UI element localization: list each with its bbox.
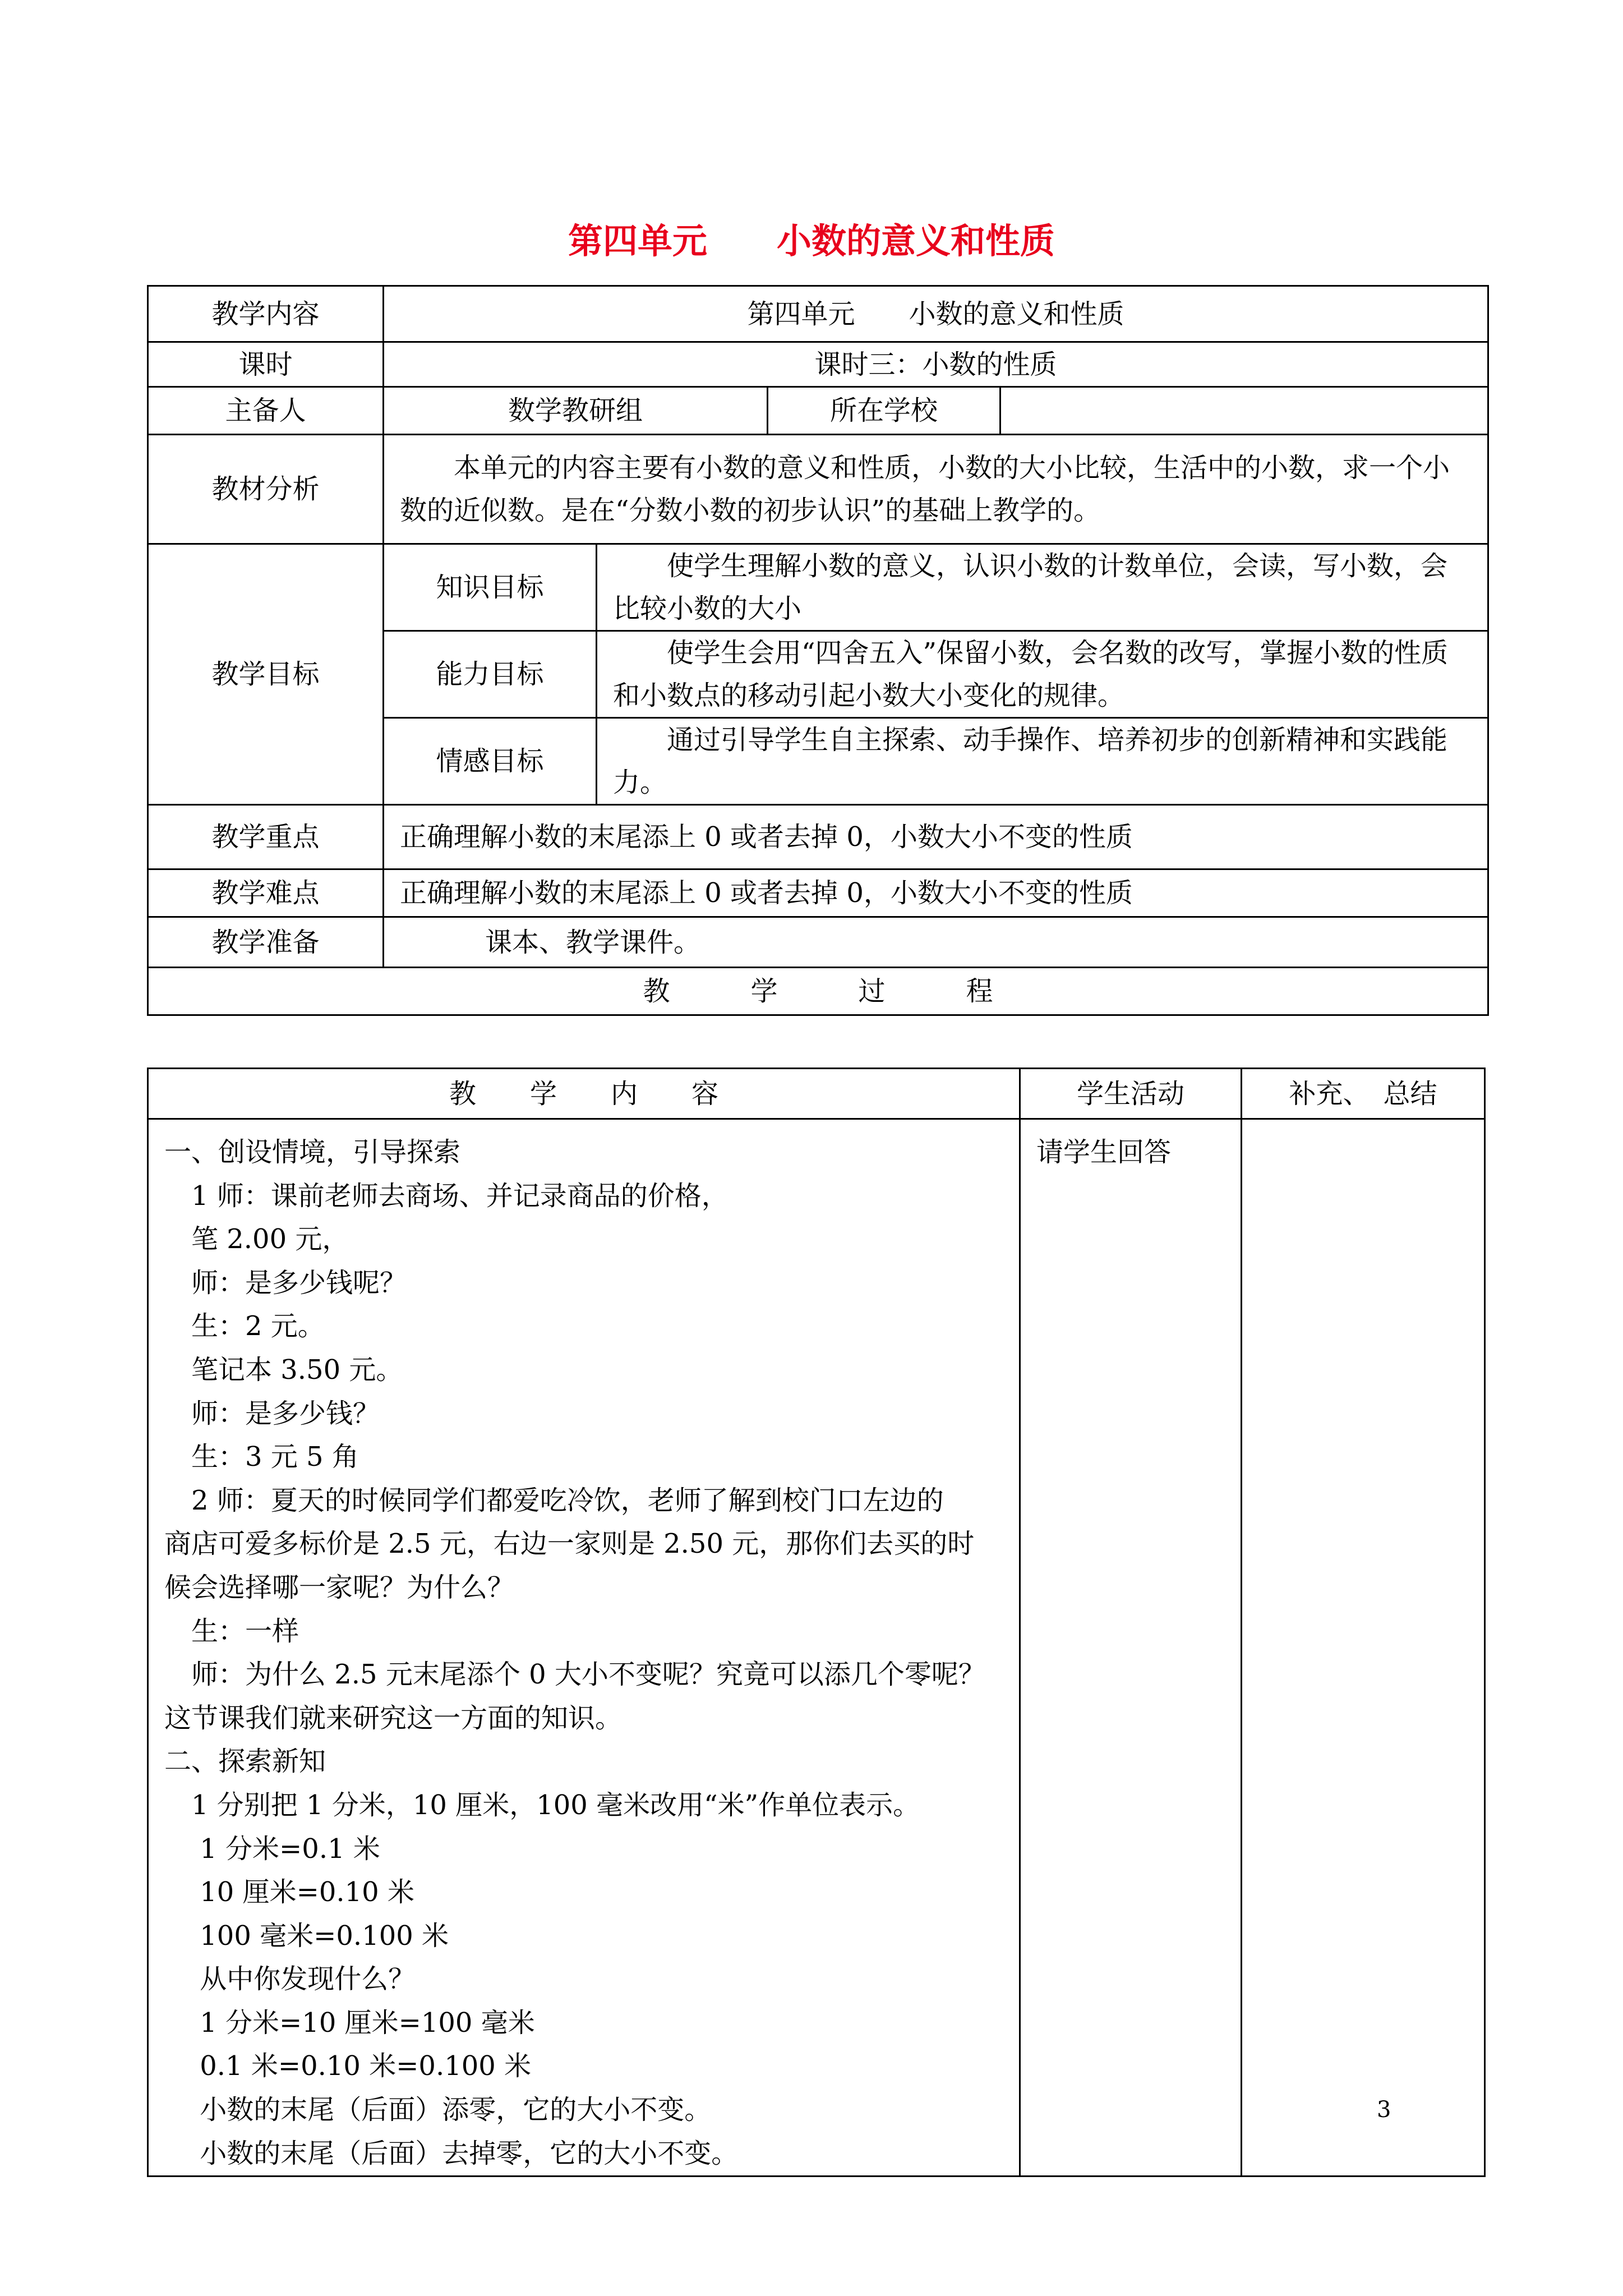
- process-line: 从中你发现什么？: [164, 1963, 416, 1995]
- process-header-summary: 补充、 总结: [1242, 1069, 1485, 1119]
- key-point-value: 正确理解小数的末尾添上 0 或者去掉 0，小数大小不变的性质: [384, 805, 1488, 869]
- process-line: 100 毫米=0.100 米: [164, 1920, 449, 1952]
- process-line: 商店可爱多标价是 2.5 元，右边一家则是 2.50 元，那你们去买的时: [164, 1528, 975, 1560]
- process-line: 1 分米=10 厘米=100 毫米: [164, 2007, 535, 2039]
- period-label: 课时: [148, 342, 384, 387]
- process-line: 1 分别把 1 分米，10 厘米，100 毫米改用“米”作单位表示。: [164, 1789, 920, 1821]
- difficulty-value: 正确理解小数的末尾添上 0 或者去掉 0，小数大小不变的性质: [384, 869, 1488, 917]
- process-line: 小数的末尾（后面）添零，它的大小不变。: [164, 2094, 712, 2126]
- analysis-value: 本单元的内容主要有小数的意义和性质，小数的大小比较，生活中的小数，求一个小数的近似数。是在“分数小数的初步认识”的基础上教学的。: [384, 435, 1488, 544]
- process-line: 二、探索新知: [164, 1746, 326, 1778]
- process-line: 1 师：课前老师去商场、并记录商品的价格，: [164, 1180, 728, 1212]
- process-line: 小数的末尾（后面）去掉零，它的大小不变。: [164, 2137, 739, 2169]
- emotion-goal-value: 通过引导学生自主探索、动手操作、培养初步的创新精神和实践能力。: [597, 718, 1488, 805]
- content-value: 第四单元 小数的意义和性质: [384, 286, 1488, 342]
- prep-label: 教学准备: [148, 917, 384, 968]
- school-value: [1000, 387, 1488, 435]
- process-line: 笔 2.00 元，: [164, 1223, 349, 1255]
- process-line: 0.1 米=0.10 米=0.100 米: [164, 2050, 532, 2082]
- prep-value: 课本、教学课件。: [384, 917, 1488, 968]
- period-value: 课时三：小数的性质: [384, 342, 1488, 387]
- process-line: 师：是多少钱呢？: [164, 1267, 407, 1299]
- knowledge-goal-value: 使学生理解小数的意义，认识小数的计数单位，会读，写小数，会比较小数的大小: [597, 544, 1488, 631]
- process-title: 教 学 过 程: [148, 968, 1488, 1015]
- student-activity: 请学生回答: [1020, 1119, 1242, 2177]
- key-point-label: 教学重点: [148, 805, 384, 869]
- ability-goal-label: 能力目标: [384, 631, 597, 718]
- page-title: 第四单元 小数的意义和性质: [568, 220, 1055, 261]
- school-label: 所在学校: [768, 387, 1000, 435]
- process-line: 1 分米=0.1 米: [164, 1833, 380, 1865]
- process-content: [148, 1119, 1020, 2177]
- difficulty-label: 教学难点: [148, 869, 384, 917]
- process-line: 生：一样: [164, 1615, 299, 1647]
- knowledge-goal-label: 知识目标: [384, 544, 597, 631]
- process-line: 10 厘米=0.10 米: [164, 1876, 414, 1908]
- process-line: 生：2 元。: [164, 1310, 325, 1342]
- process-line: 一、创设情境，引导探索: [164, 1137, 461, 1168]
- process-line: 这节课我们就来研究这一方面的知识。: [164, 1702, 623, 1734]
- process-line: 师：为什么 2.5 元末尾添个 0 大小不变呢？究竟可以添几个零呢？: [164, 1659, 985, 1691]
- page-number: 3: [1377, 2097, 1391, 2123]
- process-header-activity: 学生活动: [1020, 1069, 1242, 1119]
- author-label: 主备人: [148, 387, 384, 435]
- process-line: 2 师：夏天的时候同学们都爱吃冷饮，老师了解到校门口左边的: [164, 1484, 944, 1516]
- goals-label: 教学目标: [148, 544, 384, 805]
- supplement-cell: [1242, 1119, 1485, 2177]
- process-table: [147, 1068, 1486, 2177]
- process-line: 笔记本 3.50 元。: [164, 1354, 403, 1386]
- analysis-label: 教材分析: [148, 435, 384, 544]
- process-line: 师：是多少钱？: [164, 1397, 380, 1429]
- lesson-info-table: [147, 285, 1489, 1016]
- ability-goal-value: 使学生会用“四舍五入”保留小数，会名数的改写，掌握小数的性质和小数点的移动引起小数大小变化的规律。: [597, 631, 1488, 718]
- process-header-content: 教 学 内 容: [148, 1069, 1020, 1119]
- author-value: 数学教研组: [384, 387, 768, 435]
- emotion-goal-label: 情感目标: [384, 718, 597, 805]
- process-line: 生：3 元 5 角: [164, 1441, 359, 1473]
- content-label: 教学内容: [148, 286, 384, 342]
- process-line: 候会选择哪一家呢？为什么？: [164, 1571, 515, 1603]
